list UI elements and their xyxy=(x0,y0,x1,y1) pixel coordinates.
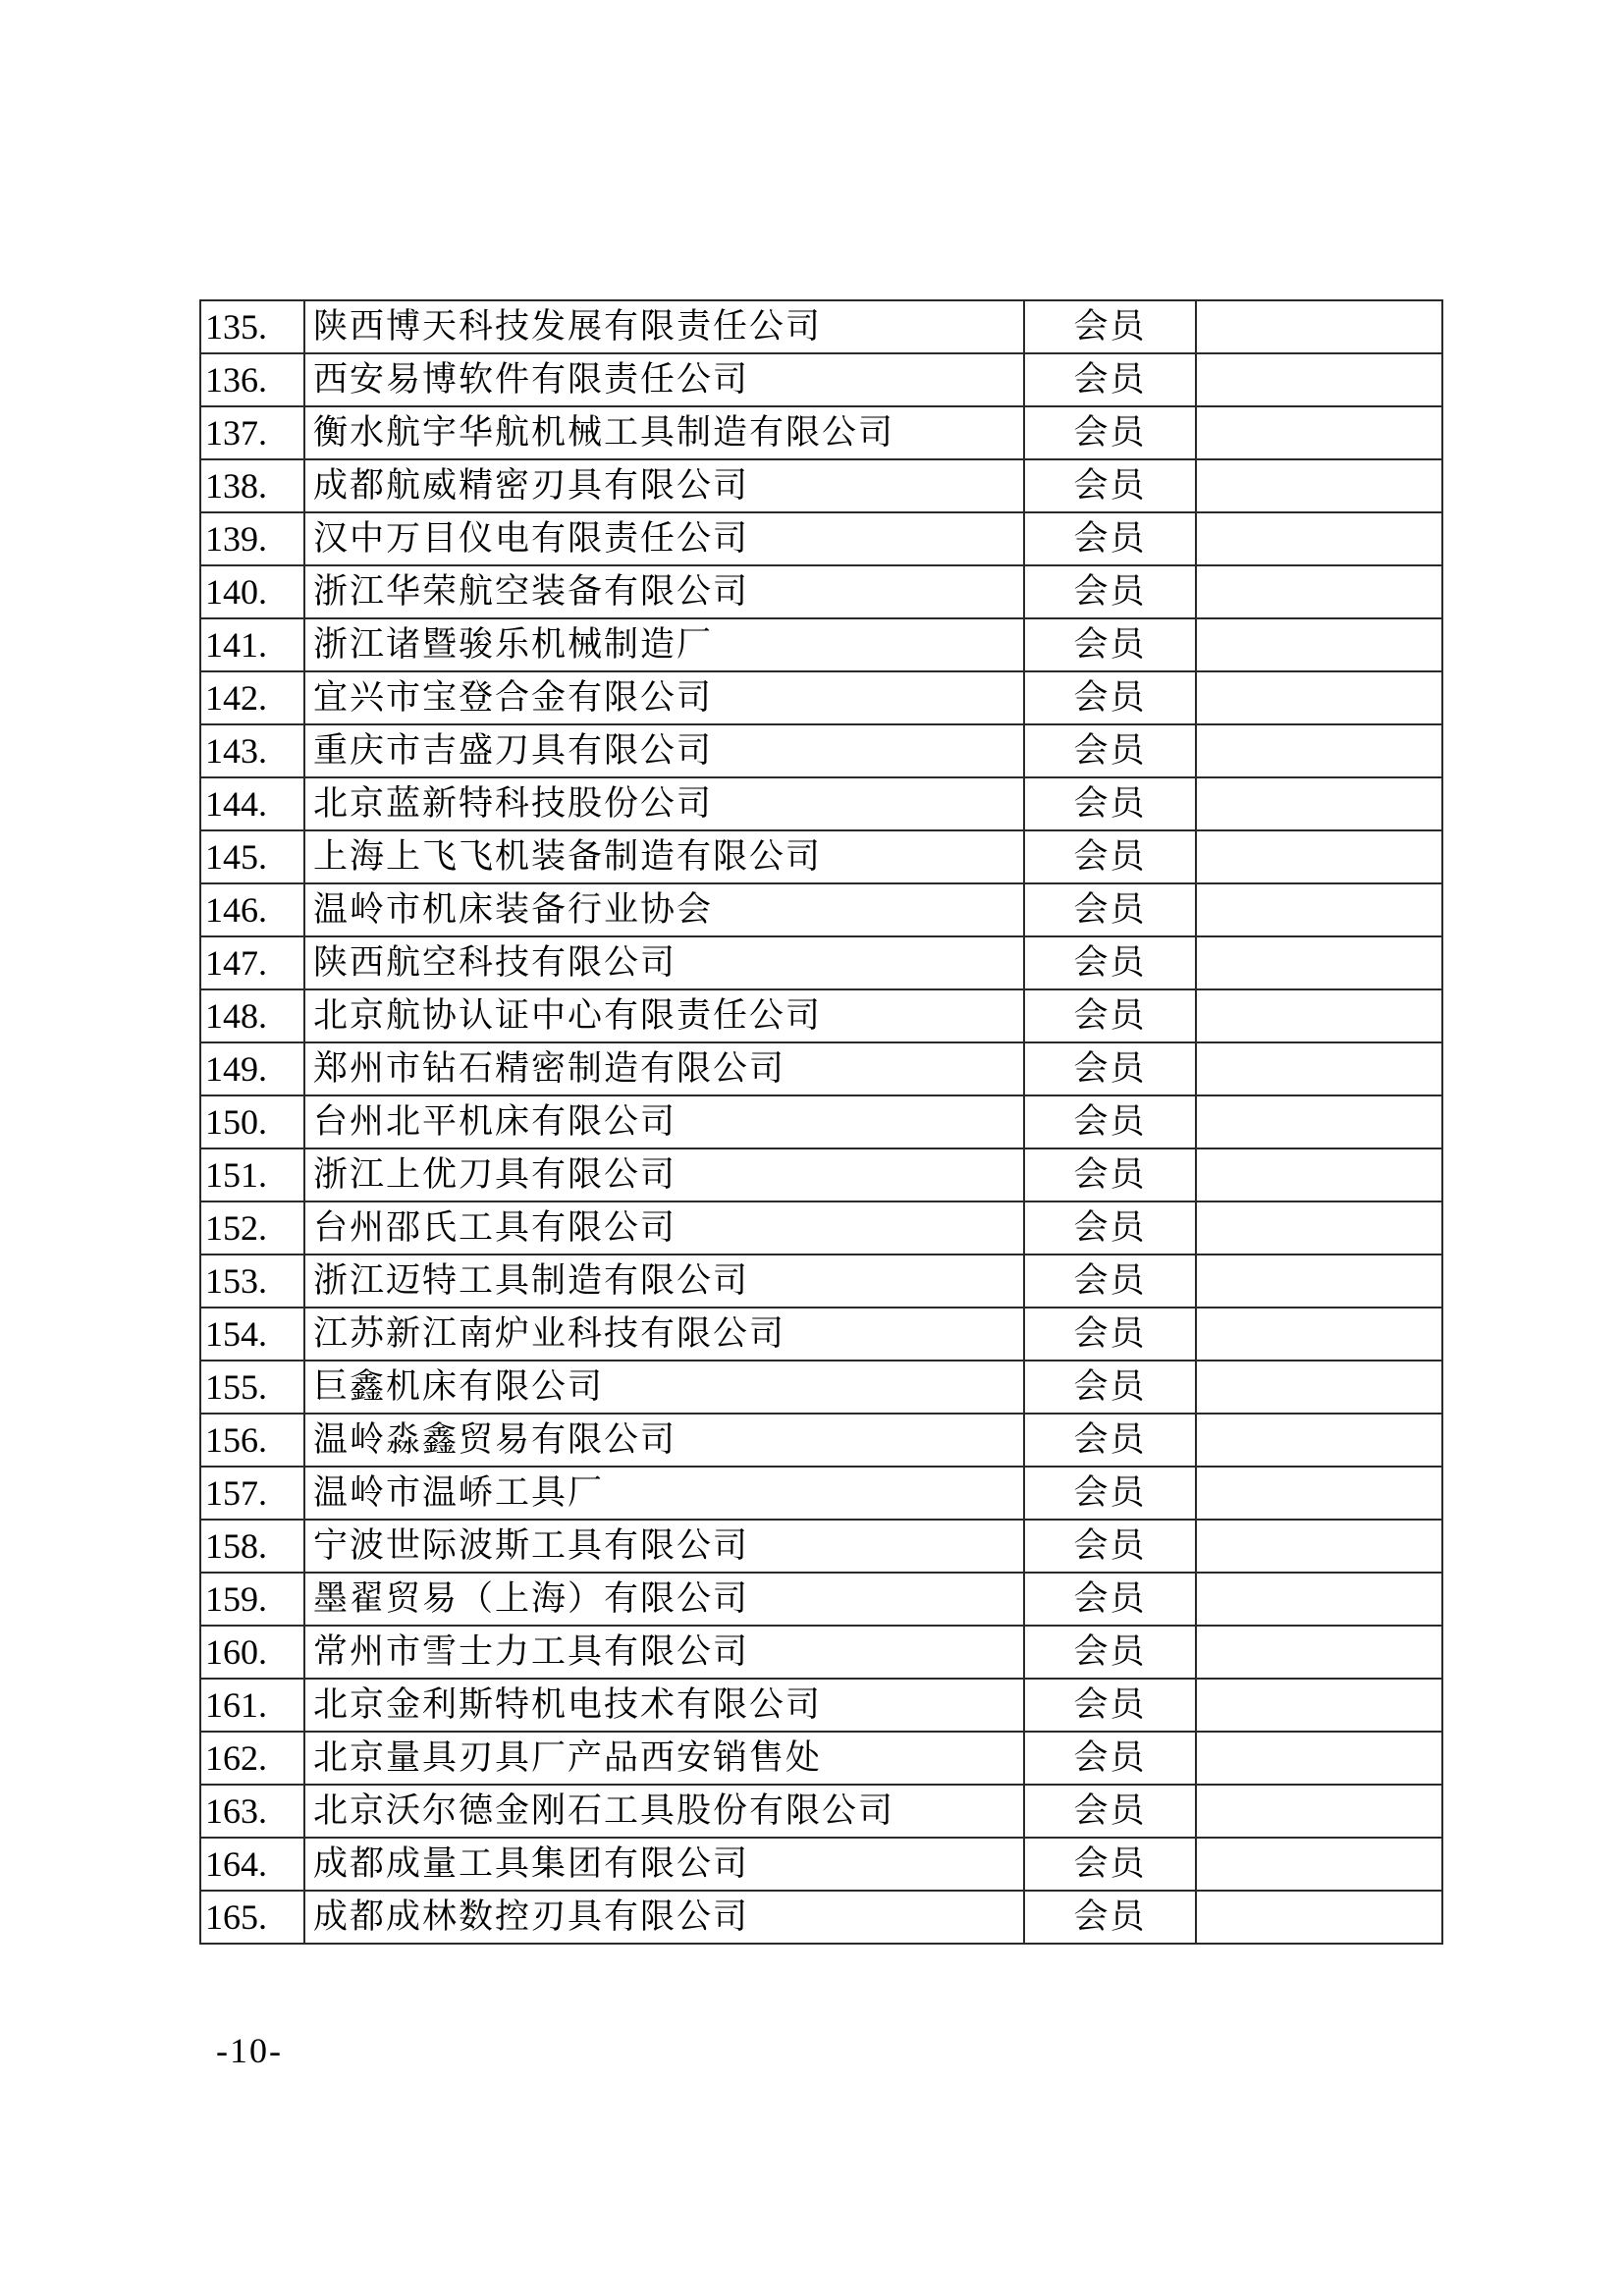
note-cell xyxy=(1196,1732,1442,1785)
note-cell xyxy=(1196,1308,1442,1361)
membership-type: 会员 xyxy=(1024,1042,1196,1095)
company-name: 成都成量工具集团有限公司 xyxy=(304,1838,1024,1891)
membership-type: 会员 xyxy=(1024,777,1196,830)
row-number: 162. xyxy=(200,1732,304,1785)
note-cell xyxy=(1196,459,1442,512)
row-number: 154. xyxy=(200,1308,304,1361)
company-name: 郑州市钻石精密制造有限公司 xyxy=(304,1042,1024,1095)
membership-type: 会员 xyxy=(1024,830,1196,883)
table-row xyxy=(200,353,1442,406)
row-number: 163. xyxy=(200,1785,304,1838)
note-cell xyxy=(1196,300,1442,353)
membership-type: 会员 xyxy=(1024,989,1196,1042)
row-number: 150. xyxy=(200,1095,304,1148)
membership-type: 会员 xyxy=(1024,1467,1196,1520)
company-name: 温岭市机床装备行业协会 xyxy=(304,883,1024,936)
table-row xyxy=(200,1573,1442,1626)
table-row xyxy=(200,1148,1442,1201)
table-row xyxy=(200,1414,1442,1467)
company-name: 北京沃尔德金刚石工具股份有限公司 xyxy=(304,1785,1024,1838)
membership-type: 会员 xyxy=(1024,1095,1196,1148)
company-name: 江苏新江南炉业科技有限公司 xyxy=(304,1308,1024,1361)
company-name: 浙江迈特工具制造有限公司 xyxy=(304,1255,1024,1308)
company-name: 温岭淼鑫贸易有限公司 xyxy=(304,1414,1024,1467)
company-name: 台州邵氏工具有限公司 xyxy=(304,1201,1024,1255)
company-name: 浙江华荣航空装备有限公司 xyxy=(304,565,1024,618)
note-cell xyxy=(1196,1838,1442,1891)
row-number: 149. xyxy=(200,1042,304,1095)
company-name: 墨翟贸易（上海）有限公司 xyxy=(304,1573,1024,1626)
table-row xyxy=(200,512,1442,565)
membership-type: 会员 xyxy=(1024,300,1196,353)
company-name: 北京金利斯特机电技术有限公司 xyxy=(304,1679,1024,1732)
note-cell xyxy=(1196,1467,1442,1520)
row-number: 139. xyxy=(200,512,304,565)
note-cell xyxy=(1196,671,1442,724)
table-row xyxy=(200,1626,1442,1679)
table-row xyxy=(200,1732,1442,1785)
company-name: 温岭市温峤工具厂 xyxy=(304,1467,1024,1520)
table-row xyxy=(200,1467,1442,1520)
table-row xyxy=(200,1095,1442,1148)
note-cell xyxy=(1196,1891,1442,1944)
membership-type: 会员 xyxy=(1024,1732,1196,1785)
company-name: 台州北平机床有限公司 xyxy=(304,1095,1024,1148)
membership-type: 会员 xyxy=(1024,406,1196,459)
company-name: 常州市雪士力工具有限公司 xyxy=(304,1626,1024,1679)
membership-type: 会员 xyxy=(1024,1785,1196,1838)
company-name: 巨鑫机床有限公司 xyxy=(304,1361,1024,1414)
company-name: 浙江上优刀具有限公司 xyxy=(304,1148,1024,1201)
note-cell xyxy=(1196,1042,1442,1095)
row-number: 158. xyxy=(200,1520,304,1573)
table-row xyxy=(200,565,1442,618)
table-row xyxy=(200,1308,1442,1361)
note-cell xyxy=(1196,830,1442,883)
member-table xyxy=(199,299,1443,1945)
membership-type: 会员 xyxy=(1024,1679,1196,1732)
table-row xyxy=(200,300,1442,353)
row-number: 157. xyxy=(200,1467,304,1520)
row-number: 137. xyxy=(200,406,304,459)
company-name: 成都航威精密刃具有限公司 xyxy=(304,459,1024,512)
membership-type: 会员 xyxy=(1024,459,1196,512)
note-cell xyxy=(1196,1414,1442,1467)
member-table-body xyxy=(200,300,1442,1944)
membership-type: 会员 xyxy=(1024,671,1196,724)
note-cell xyxy=(1196,1255,1442,1308)
row-number: 144. xyxy=(200,777,304,830)
row-number: 140. xyxy=(200,565,304,618)
membership-type: 会员 xyxy=(1024,565,1196,618)
table-row xyxy=(200,459,1442,512)
table-row xyxy=(200,1838,1442,1891)
table-row xyxy=(200,1785,1442,1838)
membership-type: 会员 xyxy=(1024,1201,1196,1255)
table-row xyxy=(200,406,1442,459)
row-number: 138. xyxy=(200,459,304,512)
page-number: -10- xyxy=(216,2031,283,2070)
note-cell xyxy=(1196,777,1442,830)
note-cell xyxy=(1196,618,1442,671)
table-row xyxy=(200,936,1442,989)
row-number: 155. xyxy=(200,1361,304,1414)
company-name: 北京航协认证中心有限责任公司 xyxy=(304,989,1024,1042)
company-name: 陕西博天科技发展有限责任公司 xyxy=(304,300,1024,353)
company-name: 成都成林数控刃具有限公司 xyxy=(304,1891,1024,1944)
table-row xyxy=(200,724,1442,777)
row-number: 141. xyxy=(200,618,304,671)
row-number: 143. xyxy=(200,724,304,777)
row-number: 136. xyxy=(200,353,304,406)
note-cell xyxy=(1196,565,1442,618)
note-cell xyxy=(1196,1148,1442,1201)
note-cell xyxy=(1196,724,1442,777)
company-name: 宜兴市宝登合金有限公司 xyxy=(304,671,1024,724)
note-cell xyxy=(1196,1520,1442,1573)
table-row xyxy=(200,883,1442,936)
row-number: 161. xyxy=(200,1679,304,1732)
note-cell xyxy=(1196,512,1442,565)
table-row xyxy=(200,1679,1442,1732)
company-name: 西安易博软件有限责任公司 xyxy=(304,353,1024,406)
note-cell xyxy=(1196,406,1442,459)
note-cell xyxy=(1196,1679,1442,1732)
row-number: 152. xyxy=(200,1201,304,1255)
membership-type: 会员 xyxy=(1024,1148,1196,1201)
table-row xyxy=(200,830,1442,883)
table-row xyxy=(200,1361,1442,1414)
table-row xyxy=(200,989,1442,1042)
membership-type: 会员 xyxy=(1024,1520,1196,1573)
note-cell xyxy=(1196,1785,1442,1838)
membership-type: 会员 xyxy=(1024,724,1196,777)
company-name: 汉中万目仪电有限责任公司 xyxy=(304,512,1024,565)
row-number: 165. xyxy=(200,1891,304,1944)
company-name: 北京量具刃具厂产品西安销售处 xyxy=(304,1732,1024,1785)
table-row xyxy=(200,618,1442,671)
company-name: 上海上飞飞机装备制造有限公司 xyxy=(304,830,1024,883)
table-row xyxy=(200,1201,1442,1255)
membership-type: 会员 xyxy=(1024,618,1196,671)
membership-type: 会员 xyxy=(1024,1626,1196,1679)
note-cell xyxy=(1196,1361,1442,1414)
company-name: 陕西航空科技有限公司 xyxy=(304,936,1024,989)
row-number: 151. xyxy=(200,1148,304,1201)
membership-type: 会员 xyxy=(1024,353,1196,406)
company-name: 浙江诸暨骏乐机械制造厂 xyxy=(304,618,1024,671)
row-number: 147. xyxy=(200,936,304,989)
note-cell xyxy=(1196,1095,1442,1148)
row-number: 135. xyxy=(200,300,304,353)
membership-type: 会员 xyxy=(1024,1255,1196,1308)
table-row xyxy=(200,1520,1442,1573)
table-row xyxy=(200,1042,1442,1095)
table-row xyxy=(200,1255,1442,1308)
note-cell xyxy=(1196,883,1442,936)
membership-type: 会员 xyxy=(1024,883,1196,936)
row-number: 156. xyxy=(200,1414,304,1467)
row-number: 148. xyxy=(200,989,304,1042)
row-number: 153. xyxy=(200,1255,304,1308)
table-row xyxy=(200,671,1442,724)
note-cell xyxy=(1196,1573,1442,1626)
row-number: 146. xyxy=(200,883,304,936)
note-cell xyxy=(1196,989,1442,1042)
row-number: 142. xyxy=(200,671,304,724)
membership-type: 会员 xyxy=(1024,1838,1196,1891)
membership-type: 会员 xyxy=(1024,1891,1196,1944)
table-row xyxy=(200,777,1442,830)
membership-type: 会员 xyxy=(1024,936,1196,989)
note-cell xyxy=(1196,353,1442,406)
membership-type: 会员 xyxy=(1024,1308,1196,1361)
company-name: 北京蓝新特科技股份公司 xyxy=(304,777,1024,830)
note-cell xyxy=(1196,1201,1442,1255)
row-number: 164. xyxy=(200,1838,304,1891)
row-number: 160. xyxy=(200,1626,304,1679)
membership-type: 会员 xyxy=(1024,1414,1196,1467)
table-row xyxy=(200,1891,1442,1944)
note-cell xyxy=(1196,1626,1442,1679)
note-cell xyxy=(1196,936,1442,989)
company-name: 宁波世际波斯工具有限公司 xyxy=(304,1520,1024,1573)
company-name: 衡水航宇华航机械工具制造有限公司 xyxy=(304,406,1024,459)
membership-type: 会员 xyxy=(1024,1361,1196,1414)
row-number: 145. xyxy=(200,830,304,883)
company-name: 重庆市吉盛刀具有限公司 xyxy=(304,724,1024,777)
row-number: 159. xyxy=(200,1573,304,1626)
membership-type: 会员 xyxy=(1024,1573,1196,1626)
membership-type: 会员 xyxy=(1024,512,1196,565)
